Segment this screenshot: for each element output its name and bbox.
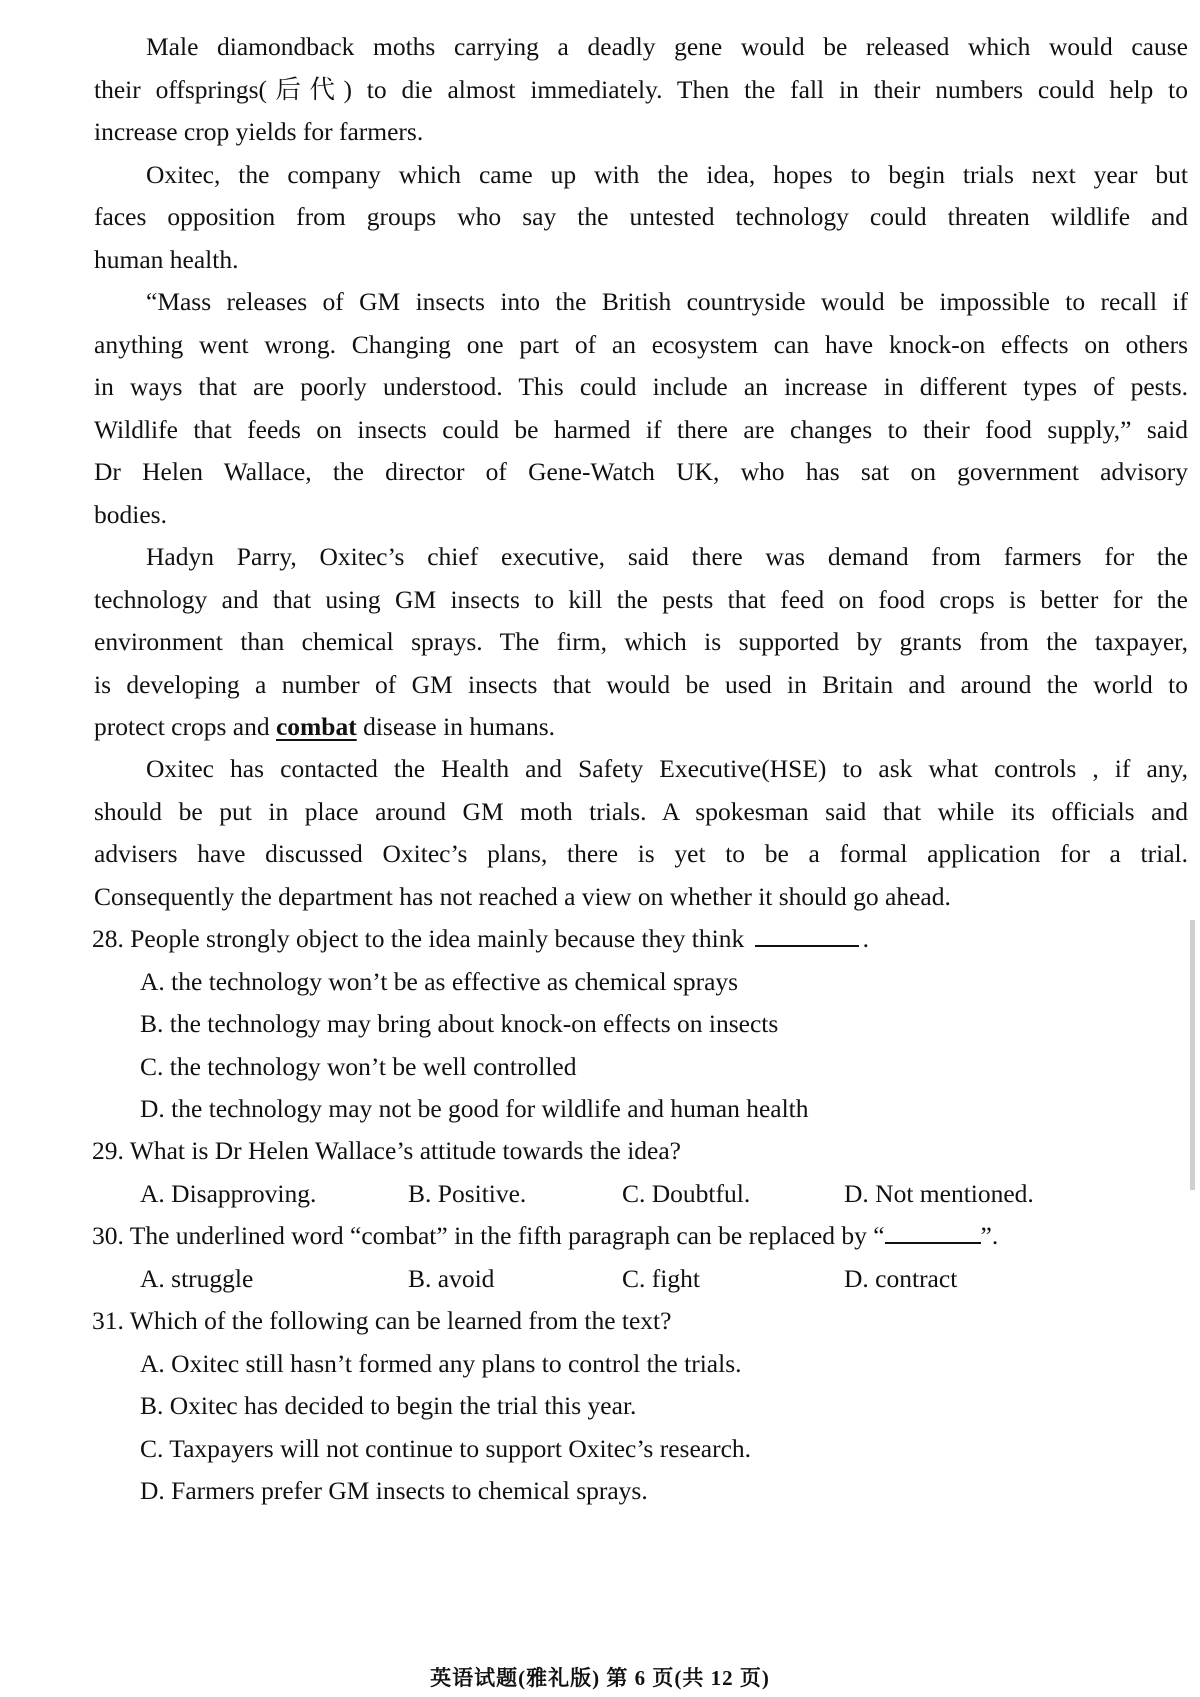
page-footer: 英语试题(雅礼版) 第 6 页(共 12 页)	[430, 1666, 770, 1690]
answer-blank	[755, 923, 859, 947]
text-fragment: protect crops and	[94, 712, 276, 741]
paragraph-line: Oxitec, the company which came up with the idea, hopes to begin trials next year but	[146, 160, 1188, 189]
paragraph-line: Consequently the department has not reached a view on whether it should go ahead.	[94, 882, 951, 911]
question-29-stem: 29. What is Dr Helen Wallace’s attitude towards the idea?	[92, 1136, 681, 1165]
option-a: A. the technology won’t be as effective as chemical sprays	[140, 967, 739, 996]
paragraph-line: environment than chemical sprays. The firm, which is supported by grants from the taxpayer,	[94, 627, 1188, 656]
option-b: B. avoid	[408, 1264, 495, 1293]
answer-blank	[885, 1220, 981, 1244]
option-d: D. Farmers prefer GM insects to chemical sprays.	[140, 1476, 648, 1505]
paragraph-line	[94, 704, 1188, 750]
option-b: B. Positive.	[408, 1179, 527, 1208]
paragraph-line: human health.	[94, 245, 239, 274]
question-31-stem: 31. Which of the following can be learned from the text?	[92, 1306, 672, 1335]
text-fragment: disease in humans.	[356, 712, 556, 741]
option-a: A. Disapproving.	[140, 1179, 317, 1208]
paragraph-line: technology and that using GM insects to kill the pests that feed on food crops is better for the	[94, 585, 1188, 614]
option-a: A. struggle	[140, 1264, 254, 1293]
option-b: B. Oxitec has decided to begin the trial this year.	[140, 1391, 637, 1420]
paragraph-line: Wildlife that feeds on insects could be harmed if there are changes to their food supply,” said	[94, 415, 1188, 444]
underlined-word-combat: combat	[275, 712, 357, 741]
option-c: C. Doubtful.	[622, 1179, 751, 1208]
paragraph-line: increase crop yields for farmers.	[94, 117, 424, 146]
option-a: A. Oxitec still hasn’t formed any plans to control the trials.	[140, 1349, 742, 1378]
question-28-stem	[92, 916, 1192, 962]
paragraph-line: faces opposition from groups who say the untested technology could threaten wildlife and	[94, 202, 1188, 231]
paragraph-line: advisers have discussed Oxitec’s plans, there is yet to be a formal application for a trial.	[94, 839, 1188, 868]
paragraph-line: anything went wrong. Changing one part of an ecosystem can have knock-on effects on others	[94, 330, 1188, 359]
question-end: .	[862, 924, 869, 953]
question-30-stem	[92, 1213, 1192, 1259]
option-d: D. contract	[844, 1264, 958, 1293]
option-c: C. the technology won’t be well controlled	[140, 1052, 577, 1081]
paragraph-line: Male diamondback moths carrying a deadly gene would be released which would cause	[146, 32, 1188, 61]
question-text: 30. The underlined word “combat” in the fifth paragraph can be replaced by “	[92, 1221, 885, 1250]
paragraph-line: is developing a number of GM insects that would be used in Britain and around the world to	[94, 670, 1188, 699]
question-end: ”.	[980, 1221, 999, 1250]
scrollbar[interactable]	[1190, 920, 1195, 1190]
paragraph-line: should be put in place around GM moth trials. A spokesman said that while its officials and	[94, 797, 1188, 826]
question-text: 28. People strongly object to the idea mainly because they think	[92, 924, 745, 953]
paragraph-line: Dr Helen Wallace, the director of Gene-Watch UK, who has sat on government advisory	[94, 457, 1188, 486]
option-d: D. Not mentioned.	[844, 1179, 1034, 1208]
option-c: C. fight	[622, 1264, 700, 1293]
paragraph-line: Oxitec has contacted the Health and Safety Executive(HSE) to ask what controls , if any,	[146, 754, 1188, 783]
option-c: C. Taxpayers will not continue to support Oxitec’s research.	[140, 1434, 752, 1463]
paragraph-line: in ways that are poorly understood. This could include an increase in different types of pests.	[94, 372, 1188, 401]
paragraph-line: Hadyn Parry, Oxitec’s chief executive, said there was demand from farmers for the	[146, 542, 1188, 571]
paragraph-line: their offsprings(后代) to die almost immediately. Then the fall in their numbers could help to	[94, 75, 1188, 104]
paragraph-line: bodies.	[94, 500, 167, 529]
paragraph-line: “Mass releases of GM insects into the British countryside would be impossible to recall if	[146, 287, 1188, 316]
option-b: B. the technology may bring about knock-on effects on insects	[140, 1009, 779, 1038]
option-d: D. the technology may not be good for wildlife and human health	[140, 1094, 809, 1123]
